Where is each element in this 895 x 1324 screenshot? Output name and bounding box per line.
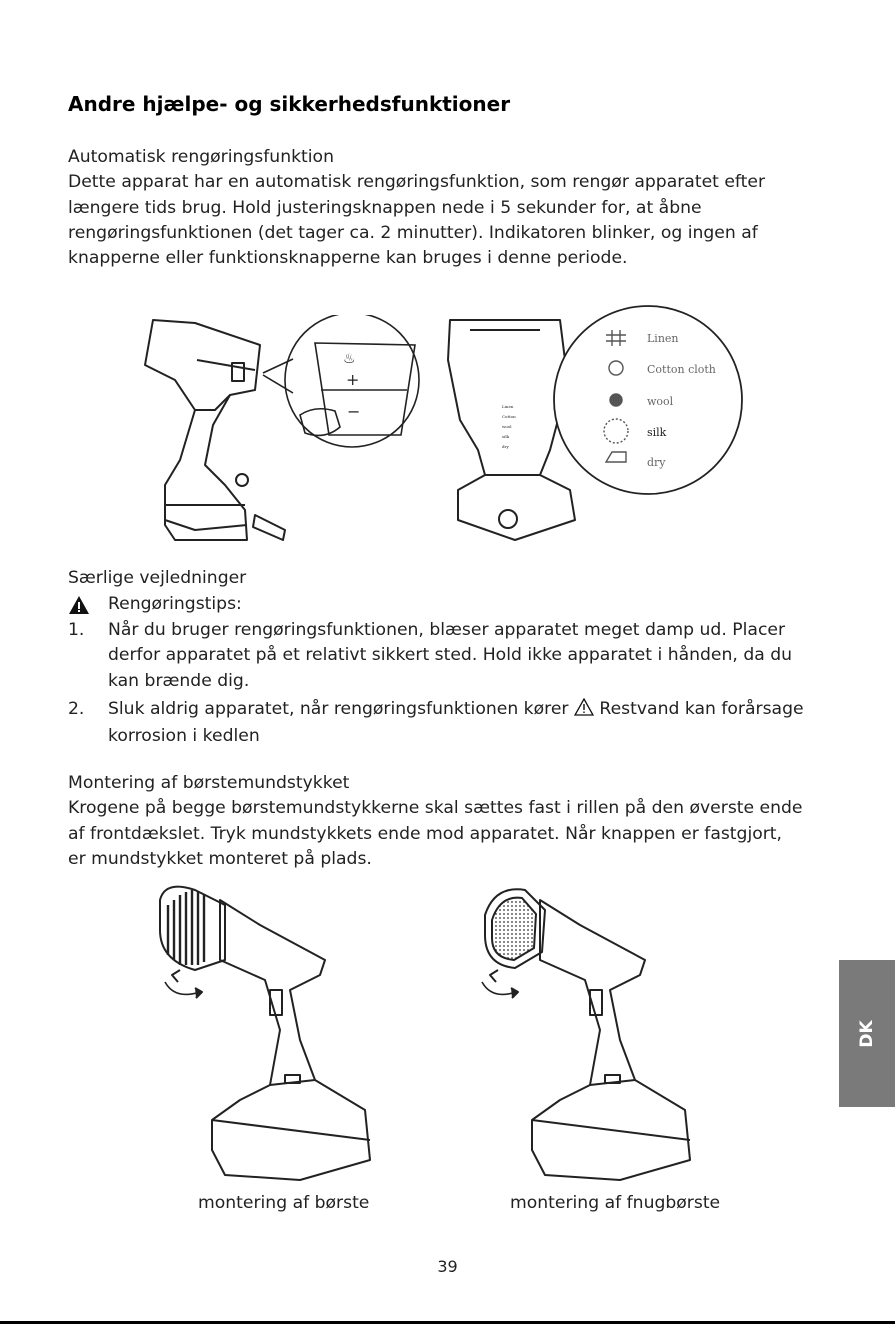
tip-item-2-text-a: Sluk aldrig apparatet, når rengøringsfunktionen kører <box>108 699 569 719</box>
caption-lint-brush: montering af fnugbørste <box>510 1193 721 1213</box>
mount-section <box>68 771 843 872</box>
mount-title: Montering af børstemundstykket <box>68 773 350 793</box>
caution-icon <box>574 698 594 724</box>
caption-brush: montering af børste <box>198 1193 370 1213</box>
small-label-wool: wool <box>502 424 512 429</box>
tip-item-2-text-b: Restvand kan forårsage <box>599 699 804 719</box>
tip-item-1-line-1: Når du bruger rengøringsfunktionen, blæser apparatet meget damp ud. Placer <box>108 620 786 640</box>
auto-clean-line-3: rengøringsfunktionen (det tager ca. 2 minutter). Indikatoren blinker, og ingen af <box>68 222 758 243</box>
page-number: 39 <box>437 1257 458 1276</box>
auto-clean-line-4: knapperne eller funktionsknapperne kan bruges i denne periode. <box>68 248 628 269</box>
warning-icon <box>68 595 90 615</box>
auto-clean-section <box>68 145 843 271</box>
svg-text:−: − <box>347 402 361 421</box>
mount-line-3: er mundstykket monteret på plads. <box>68 848 372 869</box>
fabric-silk-label: silk <box>647 426 667 439</box>
tip-item-1-line-2: derfor apparatet på et relativt sikkert sted. Hold ikke apparatet i hånden, da du <box>108 645 793 666</box>
small-label-linen: Linen <box>502 404 514 409</box>
auto-clean-title: Automatisk rengøringsfunktion <box>68 147 334 167</box>
page-heading: Andre hjælpe- og sikkerhedsfunktioner <box>68 92 511 116</box>
language-tab <box>839 960 895 1107</box>
tip-item-1-line-3: kan brænde dig. <box>108 670 250 691</box>
fabric-cotton-label: Cotton cloth <box>647 363 716 376</box>
tip-item-1-number: 1. <box>68 620 85 640</box>
small-label-cotton: Cotton <box>502 414 516 419</box>
auto-clean-line-2: længere tids brug. Hold justeringsknappen nede i 5 sekunder for, at åbne <box>68 197 702 218</box>
wool-icon <box>610 394 622 406</box>
tip-item-2-number: 2. <box>68 699 85 719</box>
tip-item-2 <box>68 697 858 750</box>
steamer-side-illustration <box>135 315 425 550</box>
brush-mounting-illustration <box>150 880 390 1185</box>
cleaning-tips-label: Rengøringstips: <box>108 594 242 614</box>
mount-line-2: af frontdækslet. Tryk mundstykkets ende mod apparatet. Når knappen er fastgjort, <box>68 823 783 844</box>
fabric-wool-label: wool <box>647 395 674 408</box>
tip-item-1 <box>68 618 858 694</box>
language-tab-label: DK <box>857 1019 877 1048</box>
small-label-silk: silk <box>502 434 510 439</box>
special-title: Særlige vejledninger <box>68 568 247 588</box>
fabric-linen-label: Linen <box>647 332 679 345</box>
small-label-dry: dry <box>502 444 509 449</box>
fabric-dry-label: dry <box>647 456 666 469</box>
tip-item-2-line-2: korrosion i kedlen <box>108 726 260 747</box>
svg-text:+: + <box>346 370 360 389</box>
lint-brush-mounting-illustration <box>470 880 710 1185</box>
steamer-front-illustration <box>440 300 750 555</box>
mount-line-1: Krogene på begge børstemundstykkerne skal sættes fast i rillen på den øverste ende <box>68 798 803 819</box>
auto-clean-line-1: Dette apparat har en automatisk rengøringsfunktion, som rengør apparatet efter <box>68 172 766 193</box>
svg-text:♨: ♨ <box>343 351 356 367</box>
